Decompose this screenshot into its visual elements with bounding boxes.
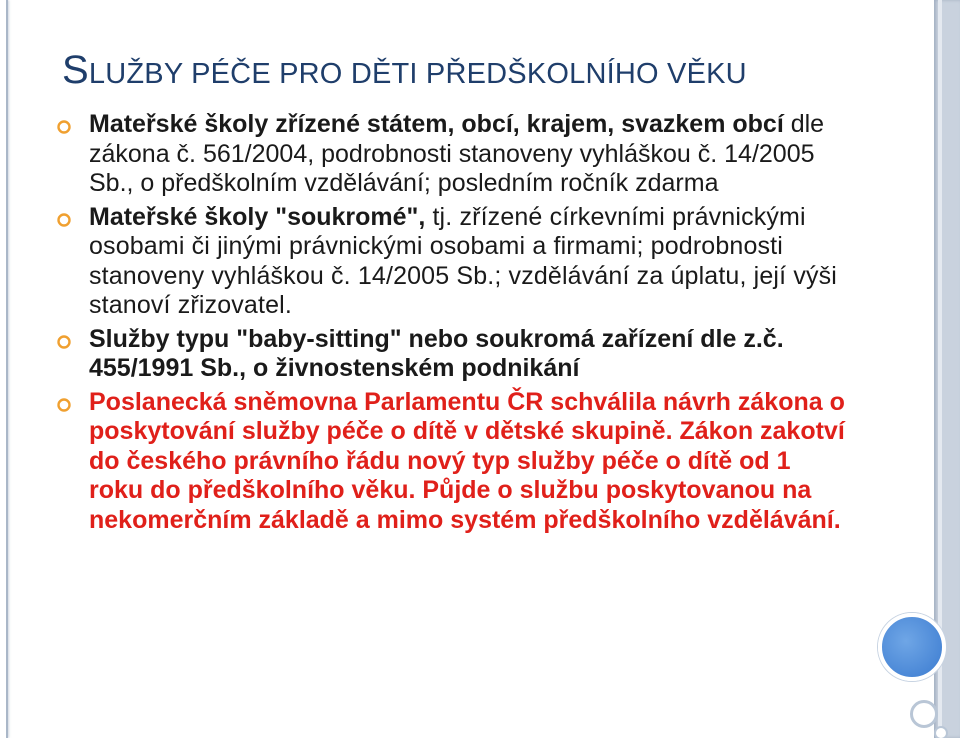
large-blue-circle-decoration bbox=[878, 613, 946, 681]
bullet-4-red-text: Poslanecká sněmovna Parlamentu ČR schválila návrh zákona o poskytování služby péče o dítě v dětské skupině. Zákon zakotví do českého právního řádu nový typ služby péče o dítě od 1 roku do předškolního věku. Půjde o službu poskytovanou na nekomerčním základě a mimo systém předškolního vzdělávání. bbox=[89, 387, 845, 534]
slide-title bbox=[62, 44, 747, 100]
ring-bullet-icon bbox=[56, 119, 72, 135]
ring-bullet-icon bbox=[56, 397, 72, 413]
title-rest: LUŽBY PÉČE PRO DĚTI PŘEDŠKOLNÍHO VĚKU bbox=[88, 58, 747, 90]
ring-bullet-icon bbox=[56, 212, 72, 228]
bullet-item-babysitting bbox=[56, 325, 846, 384]
bullet-3-bold-text: Služby typu "baby-sitting" nebo soukromá zařízení dle z.č. 455/1991 Sb., o živnostenském podnikání bbox=[89, 324, 784, 382]
bullet-2-bold-text: Mateřské školy "soukromé", bbox=[89, 202, 426, 231]
bullet-1-text: dle zákona č. 561/2004, podrobnosti stanoveny vyhláškou č. 14/2005 Sb., o předškolním vzdělávání; posledním ročník zdarma bbox=[89, 110, 825, 197]
bullet-list bbox=[56, 110, 846, 539]
bullet-item-state-kindergartens bbox=[56, 110, 846, 199]
bullet-2-text: tj. zřízené církevními právnickými osobami či jinými právnickými osobami a firmami; podrobnosti stanoveny vyhláškou č. 14/2005 Sb.; vzdělávání za úplatu, její výši stanoví zřizovatel. bbox=[89, 202, 837, 319]
bullet-item-private-kindergartens bbox=[56, 203, 846, 321]
ring-bullet-icon bbox=[56, 334, 72, 350]
title-initial: S bbox=[62, 48, 89, 92]
tiny-ring-decoration bbox=[934, 726, 948, 738]
small-ring-decoration bbox=[910, 700, 938, 728]
bullet-item-parliament-bill bbox=[56, 388, 846, 536]
left-border-line bbox=[0, 0, 8, 738]
bullet-1-bold-text: Mateřské školy zřízené státem, obcí, krajem, svazkem obcí bbox=[89, 110, 784, 138]
